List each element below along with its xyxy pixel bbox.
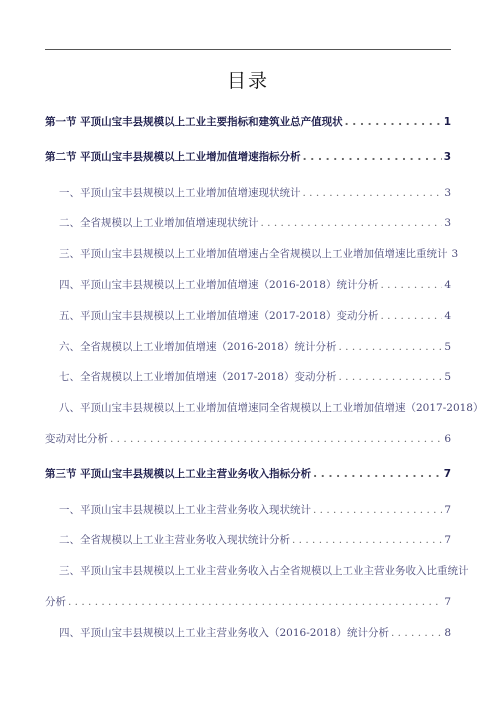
- toc-entry-text: 四、平顶山宝丰县规模以上工业增加值增速（2016-2018）统计分析: [59, 279, 379, 291]
- toc-leader: [303, 150, 442, 164]
- toc-page-number: 1: [443, 116, 451, 128]
- toc-page-number: 3: [444, 187, 451, 199]
- toc-entry[interactable]: [45, 564, 469, 578]
- toc-entry-text: 分析: [45, 596, 66, 608]
- toc-entry-text: 二、全省规模以上工业主营业务收入现状统计分析: [59, 534, 290, 546]
- toc-page-number: 5: [444, 371, 451, 383]
- toc-page-number: 7: [443, 468, 451, 480]
- toc-entry[interactable]: [45, 370, 451, 384]
- toc-entry-continuation[interactable]: [45, 432, 451, 446]
- toc-entry-text: 三、平顶山宝丰县规模以上工业增加值增速占全省规模以上工业增加值增速比重统计: [59, 248, 448, 260]
- toc-entry[interactable]: [45, 533, 451, 547]
- header-rule: [45, 49, 451, 50]
- toc-page-number: 3: [444, 217, 451, 229]
- toc-leader: [345, 115, 442, 129]
- toc-entry-text: 一、平顶山宝丰县规模以上工业增加值增速现状统计: [59, 187, 301, 199]
- toc-entry-text: 一、平顶山宝丰县规模以上工业主营业务收入现状统计: [59, 504, 311, 516]
- toc-entry[interactable]: [45, 186, 451, 200]
- toc-entry[interactable]: [45, 401, 484, 415]
- toc-leader: [381, 278, 443, 292]
- toc-entry[interactable]: [45, 247, 459, 261]
- page-title: 目录: [226, 70, 269, 92]
- toc-leader: [313, 503, 442, 517]
- toc-entry-text: 三、平顶山宝丰县规模以上工业主营业务收入占全省规模以上工业主营业务收入比重统计: [59, 565, 469, 577]
- toc-entry-continuation[interactable]: [45, 595, 451, 609]
- toc-entry-text: 八、平顶山宝丰县规模以上工业增加值增速同全省规模以上工业增加值增速（2017-2018）: [59, 402, 484, 414]
- toc-entry[interactable]: [45, 216, 451, 230]
- toc-entry[interactable]: [45, 115, 451, 129]
- toc-entry-text: 变动对比分析: [45, 433, 108, 445]
- toc-entry[interactable]: [45, 626, 451, 640]
- toc-entry-text: 第三节 平顶山宝丰县规模以上工业主营业务收入指标分析: [45, 468, 312, 480]
- toc-leader: [303, 186, 443, 200]
- toc-entry-text: 七、全省规模以上工业增加值增速（2017-2018）变动分析: [59, 371, 337, 383]
- toc-leader: [68, 595, 442, 609]
- toc-page-number: 7: [444, 534, 451, 546]
- toc-entry-text: 五、平顶山宝丰县规模以上工业增加值增速（2017-2018）变动分析: [59, 310, 379, 322]
- toc-page-number: 3: [451, 248, 459, 260]
- toc-page-number: 6: [444, 433, 451, 445]
- toc-entry[interactable]: [45, 467, 451, 481]
- toc-entry-text: 六、全省规模以上工业增加值增速（2016-2018）统计分析: [59, 341, 337, 353]
- toc-leader: [261, 216, 443, 230]
- toc-leader: [110, 432, 442, 446]
- toc-leader: [339, 370, 443, 384]
- toc-page-number: 7: [444, 504, 451, 516]
- toc-page-number: 4: [444, 310, 451, 322]
- toc-leader: [381, 309, 443, 323]
- toc-leader: [292, 533, 442, 547]
- toc-page-number: 3: [443, 151, 451, 163]
- toc-page-number: 5: [444, 341, 451, 353]
- toc-leader: [313, 467, 442, 481]
- toc-leader: [339, 340, 443, 354]
- toc-leader: [391, 626, 442, 640]
- toc-entry[interactable]: [45, 309, 451, 323]
- toc-page-number: 4: [444, 279, 451, 291]
- toc-page-number: 8: [444, 627, 451, 639]
- toc-entry[interactable]: [45, 150, 451, 164]
- toc-entry-text: 第一节 平顶山宝丰县规模以上工业主要指标和建筑业总产值现状: [45, 116, 343, 128]
- toc-entry[interactable]: [45, 340, 451, 354]
- toc-entry-text: 二、全省规模以上工业增加值增速现状统计: [59, 217, 259, 229]
- toc-page-number: 7: [444, 596, 451, 608]
- toc-entry-text: 第二节 平顶山宝丰县规模以上工业增加值增速指标分析: [45, 151, 301, 163]
- toc-entry[interactable]: [45, 503, 451, 517]
- toc-entry[interactable]: [45, 278, 451, 292]
- toc-entry-text: 四、平顶山宝丰县规模以上工业主营业务收入（2016-2018）统计分析: [59, 627, 389, 639]
